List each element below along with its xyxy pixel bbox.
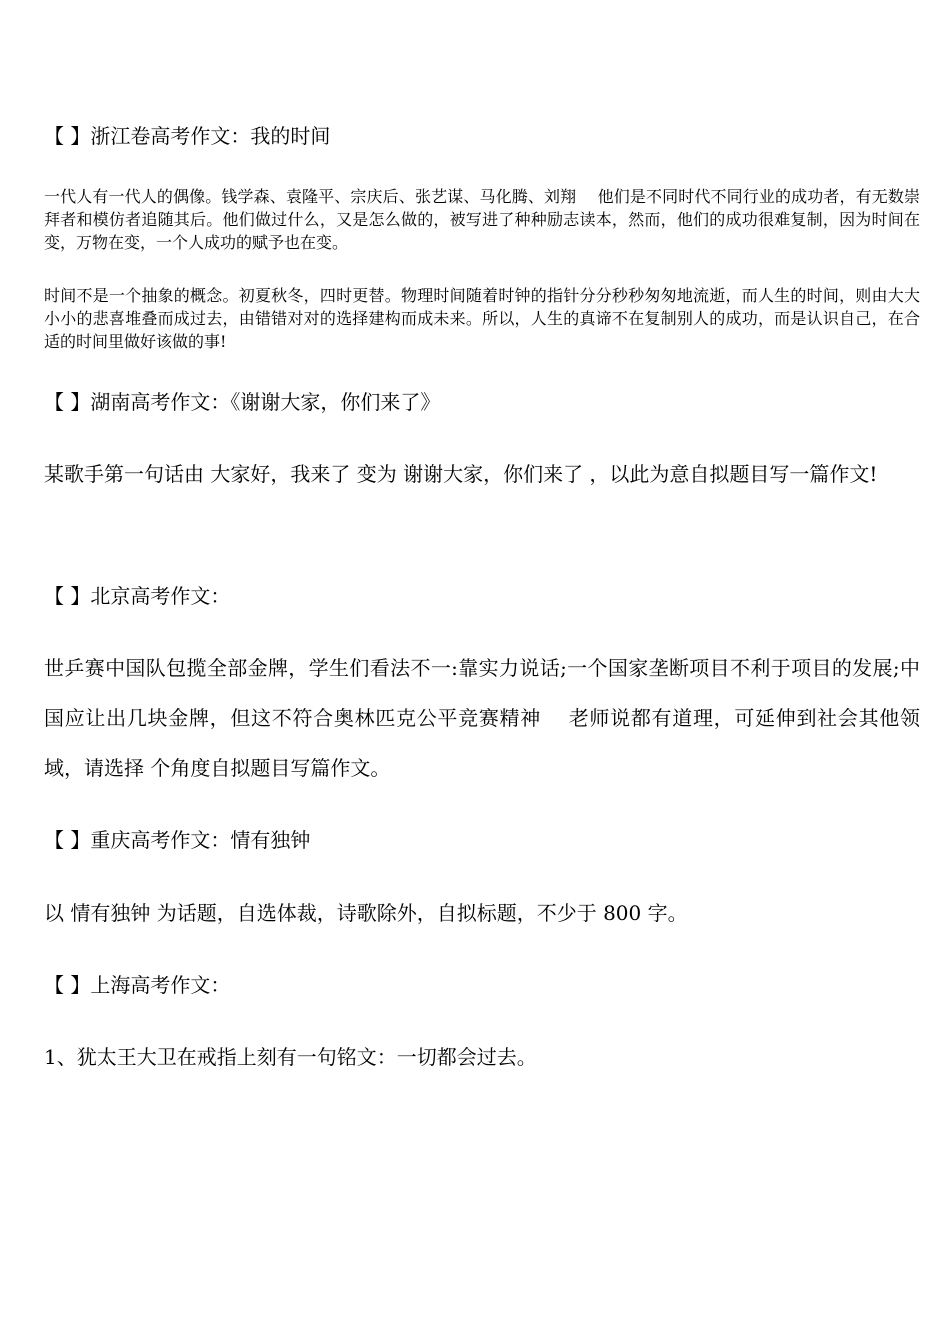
paragraph-zhejiang-1: 一代人有一代人的偶像。钱学森、袁隆平、宗庆后、张艺谋、马化腾、刘翔 他们是不同时代不同行业的成功者，有无数崇拜者和模仿者追随其后。他们做过什么，又是怎么做的，被写进了种种励志读本，然而，他们的成功很难复制，因为时间在变，万物在变，一个人成功的赋予也在变。: [44, 187, 920, 252]
paragraph-hunan: 某歌手第一句话由 大家好，我来了 变为 谢谢大家，你们来了 ，以此为意自拟题目写一篇作文!: [44, 462, 878, 486]
paragraph-zhejiang-2: 时间不是一个抽象的概念。初夏秋冬，四时更替。物理时间随着时钟的指针分分秒秒匆匆地流逝，而人生的时间，则由大大小小的悲喜堆叠而成过去，由错错对对的选择建构而成未来。所以，人生的真谛不在复制别人的成功，而是认识自己，在合适的时间里做好该做的事!: [44, 286, 920, 351]
section-heading-shanghai: 【 】上海高考作文：: [44, 973, 231, 997]
section-heading-hunan: 【 】湖南高考作文：《谢谢大家，你们来了》: [44, 390, 441, 414]
paragraph-beijing: 世乒赛中国队包揽全部金牌，学生们看法不一:靠实力说话;一个国家垄断项目不利于项目的发展;中国应让出几块金牌，但这不符合奥林匹克公平竞赛精神 老师说都有道理，可延伸到社会其他领域，请选择 个角度自拟题目写篇作文。: [44, 656, 920, 780]
section-heading-chongqing: 【 】重庆高考作文：情有独钟: [44, 828, 311, 852]
paragraph-chongqing: 以 情有独钟 为话题，自选体裁，诗歌除外，自拟标题，不少于 800 字。: [44, 901, 688, 925]
section-heading-beijing: 【 】北京高考作文：: [44, 584, 231, 608]
section-heading-zhejiang: 【 】浙江卷高考作文：我的时间: [44, 124, 331, 148]
paragraph-shanghai: 1、犹太王大卫在戒指上刻有一句铭文：一切都会过去。: [44, 1045, 537, 1069]
